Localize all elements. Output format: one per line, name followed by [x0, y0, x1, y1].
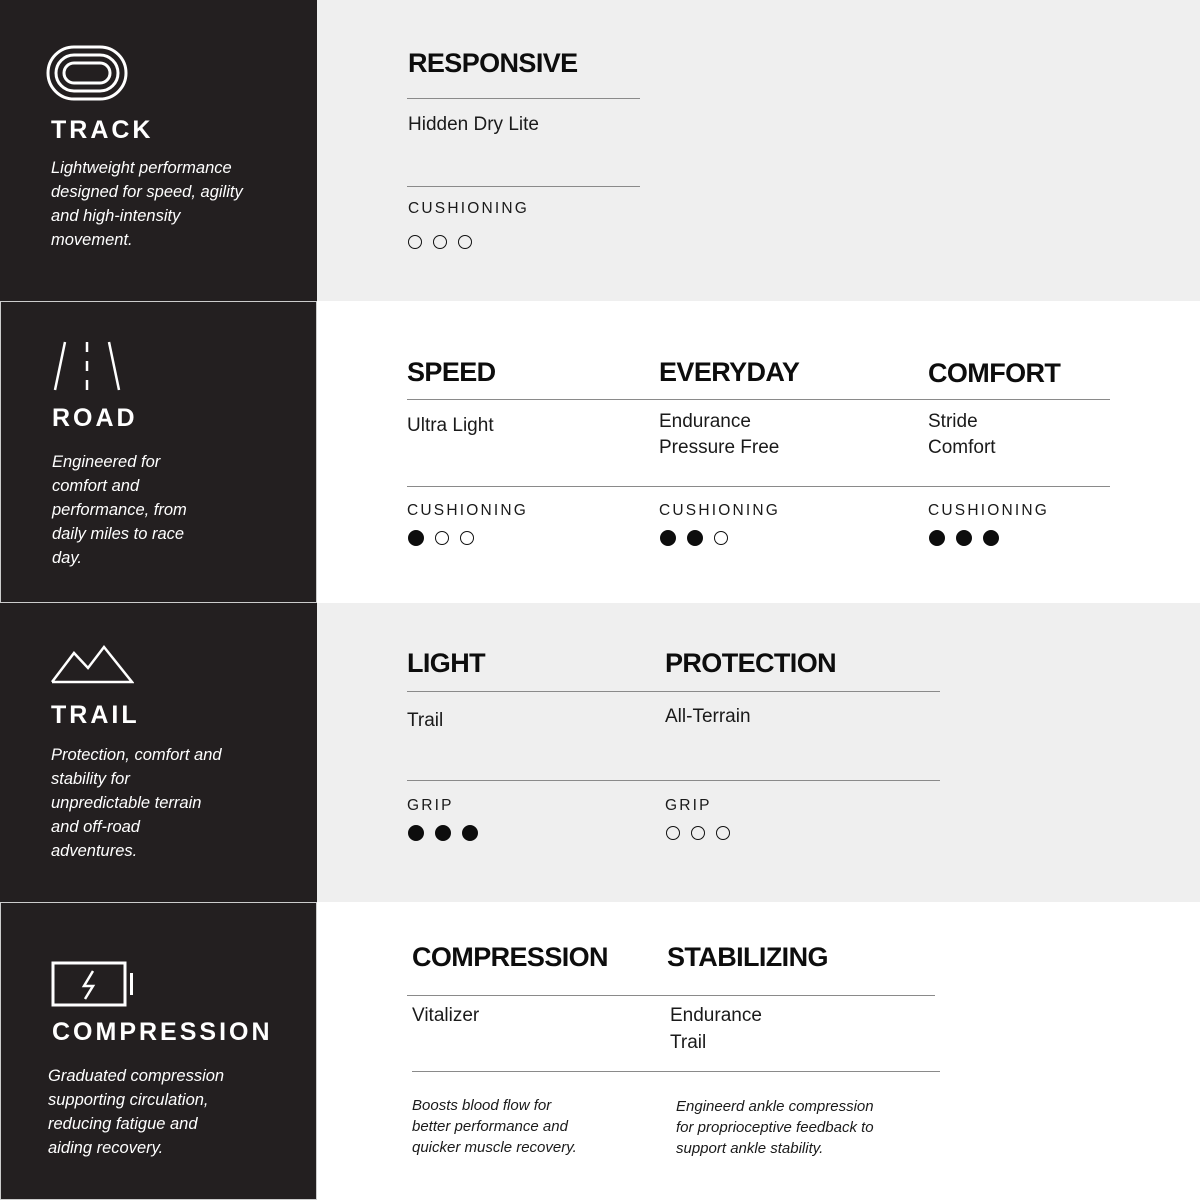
rating-dot-filled	[983, 530, 999, 546]
rating-dot-filled	[435, 825, 451, 841]
rating-dot-filled	[408, 530, 424, 546]
mountain-icon	[50, 643, 134, 685]
product-model: Pressure Free	[659, 437, 780, 458]
divider	[407, 98, 640, 99]
rating-dot-filled	[462, 825, 478, 841]
product-heading: LIGHT	[407, 648, 485, 678]
divider	[407, 486, 1110, 487]
product-heading: COMFORT	[928, 358, 1061, 388]
rating-dots	[929, 531, 999, 546]
rating-dot-empty	[433, 235, 447, 249]
rating-dots	[666, 826, 730, 840]
trail-category-panel	[0, 603, 317, 902]
rating-dots	[660, 531, 728, 546]
divider	[407, 399, 1110, 400]
product-model: All-Terrain	[665, 706, 751, 727]
product-note: Boosts blood flow for better performance and quicker muscle recovery.	[412, 1097, 577, 1156]
rating-dot-empty	[408, 235, 422, 249]
divider	[407, 691, 940, 692]
category-description: Protection, comfort and stability for unpredictable terrain and off-road adventures.	[51, 746, 222, 860]
road-products	[317, 301, 1200, 603]
divider	[412, 1071, 940, 1072]
rating-dots	[408, 826, 478, 841]
rating-dot-empty	[716, 826, 730, 840]
road-section	[0, 301, 1200, 603]
divider	[407, 995, 935, 996]
rating-dots	[408, 531, 474, 546]
category-description: Engineered for comfort and performance, from daily miles to race day.	[52, 453, 187, 567]
rating-dots	[408, 235, 472, 249]
product-model: Endurance	[659, 411, 751, 432]
product-heading: RESPONSIVE	[408, 48, 578, 78]
metric-label: CUSHIONING	[407, 502, 529, 519]
track-products	[317, 0, 1200, 301]
product-model: Stride	[928, 411, 978, 432]
category-title: ROAD	[52, 404, 138, 432]
metric-label: GRIP	[407, 797, 454, 814]
rating-dot-empty	[435, 531, 449, 545]
category-title: TRACK	[51, 116, 154, 144]
product-heading: STABILIZING	[667, 942, 828, 972]
compression-category-panel	[0, 902, 317, 1200]
track-category-panel	[0, 0, 317, 301]
product-heading: COMPRESSION	[412, 942, 608, 972]
divider	[407, 186, 640, 187]
track-section	[0, 0, 1200, 301]
metric-label: CUSHIONING	[408, 200, 530, 217]
product-model: Vitalizer	[412, 1005, 480, 1026]
category-description: Graduated compression supporting circulation, reducing fatigue and aiding recovery.	[48, 1067, 225, 1157]
track-oval-icon	[46, 45, 128, 101]
category-description: Lightweight performance designed for speed, agility and high-intensity movement.	[51, 159, 243, 249]
category-title: COMPRESSION	[52, 1018, 273, 1046]
trail-section	[0, 603, 1200, 902]
product-note: Engineerd ankle compression for proprioceptive feedback to support ankle stability.	[676, 1098, 874, 1157]
product-model: Ultra Light	[407, 415, 494, 436]
metric-label: CUSHIONING	[928, 502, 1050, 519]
rating-dot-filled	[687, 530, 703, 546]
rating-dot-empty	[714, 531, 728, 545]
trail-products	[317, 603, 1200, 902]
metric-label: GRIP	[665, 797, 712, 814]
product-model: Hidden Dry Lite	[408, 114, 539, 135]
rating-dot-empty	[458, 235, 472, 249]
divider	[407, 780, 940, 781]
rating-dot-empty	[666, 826, 680, 840]
metric-label: CUSHIONING	[659, 502, 781, 519]
product-model: Trail	[670, 1032, 707, 1053]
product-heading: PROTECTION	[665, 648, 837, 678]
battery-charging-icon	[51, 961, 135, 1007]
product-model: Comfort	[928, 437, 996, 458]
product-heading: EVERYDAY	[659, 357, 800, 387]
rating-dot-filled	[408, 825, 424, 841]
product-model: Endurance	[670, 1005, 762, 1026]
product-heading: SPEED	[407, 357, 496, 387]
category-title: TRAIL	[51, 701, 140, 729]
rating-dot-filled	[660, 530, 676, 546]
road-category-panel	[0, 301, 317, 603]
rating-dot-empty	[691, 826, 705, 840]
rating-dot-filled	[956, 530, 972, 546]
road-lanes-icon	[51, 340, 123, 392]
rating-dot-filled	[929, 530, 945, 546]
compression-products	[317, 902, 1200, 1200]
product-model: Trail	[407, 710, 444, 731]
compression-section	[0, 902, 1200, 1200]
rating-dot-empty	[460, 531, 474, 545]
